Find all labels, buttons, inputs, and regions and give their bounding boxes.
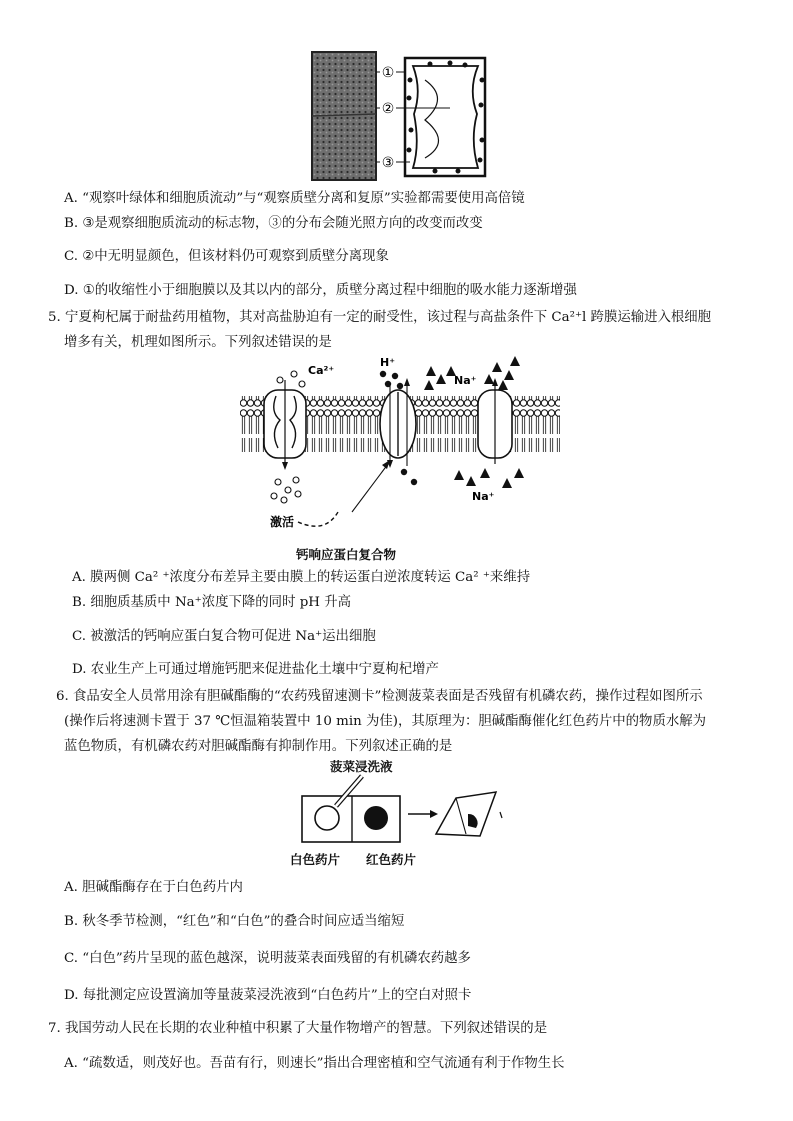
q6-option-c: C. “白色”药片呈现的蓝色越深，说明菠菜表面残留的有机磷农药越多	[64, 951, 471, 966]
white-tablet-label: 白色药片	[290, 852, 341, 867]
q7-stem: 7. 我国劳动人民在长期的农业种植中积累了大量作物增产的智慧。下列叙述错误的是	[48, 1021, 548, 1036]
q6-option-d: D. 每批测定应设置滴加等量菠菜浸洗液到“白色药片”上的空白对照卡	[64, 988, 472, 1003]
cell-figure	[310, 50, 495, 182]
na-label-top: Na⁺	[454, 374, 477, 387]
activate-label: 激活	[270, 515, 295, 529]
q5-stem-line1: 5. 宁夏枸杞属于耐盐药用植物，其对高盐胁迫有一定的耐受性，该过程与高盐条件下 Ca²⁺l 跨膜运输进入根细胞	[48, 310, 712, 325]
h-label: H⁺	[380, 356, 396, 369]
q6-option-b: B. 秋冬季节检测，“红色”和“白色”的叠合时间应适当缩短	[64, 914, 405, 929]
q4-option-b: B. ③是观察细胞质流动的标志物，③的分布会随光照方向的改变而改变	[64, 216, 483, 231]
white-tablet	[315, 806, 339, 830]
q6-option-a: A. 胆碱酯酶存在于白色药片内	[64, 880, 243, 895]
membrane-figure	[240, 352, 560, 538]
q6-stem-line3: 蓝色物质，有机磷农药对胆碱酯酶有抑制作用。下列叙述正确的是	[64, 739, 453, 754]
ca-label: Ca²⁺	[308, 364, 335, 377]
q5-option-c: C. 被激活的钙响应蛋白复合物可促进 Na⁺运出细胞	[72, 629, 376, 644]
q5-option-d: D. 农业生产上可通过增施钙肥来促进盐化土壤中宁夏枸杞增产	[72, 662, 439, 677]
q5-stem-line2: 增多有关，机理如图所示。下列叙述错误的是	[64, 335, 332, 350]
q6-stem-line2: (操作后将速测卡置于 37 ℃恒温箱装置中 10 min 为佳)，其原理为：胆碱酯酶催化红色药片中的物质水解为	[64, 714, 707, 729]
q4-option-d: D. ①的收缩性小于细胞膜以及其以内的部分，质壁分离过程中细胞的吸水能力逐渐增强	[64, 283, 577, 298]
q5-option-a: A. 膜两侧 Ca² ⁺浓度分布差异主要由膜上的转运蛋白逆浓度转运 Ca² ⁺来维持	[72, 570, 531, 585]
q6-stem-line1: 6. 食品安全人员常用涂有胆碱酯酶的“农药残留速测卡”检测菠菜表面是否残留有机磷农药，操作过程如图所示	[56, 689, 703, 704]
figure-caption: 钙响应蛋白复合物	[296, 547, 397, 562]
spinach-wash-label: 菠菜浸洗液	[330, 759, 393, 774]
na-label-bottom: Na⁺	[472, 490, 495, 503]
label-3: ③	[381, 155, 395, 171]
red-tablet-label: 红色药片	[366, 852, 417, 867]
q4-option-a: A. “观察叶绿体和细胞质流动”与“观察质壁分离和复原”实验都需要使用高倍镜	[64, 191, 525, 206]
label-1: ①	[381, 65, 395, 81]
test-card-figure	[296, 770, 506, 848]
label-2: ②	[381, 101, 395, 117]
q4-option-c: C. ②中无明显颜色，但该材料仍可观察到质壁分离现象	[64, 249, 389, 264]
red-tablet	[364, 806, 388, 830]
q7-option-a: A. “疏数适，则茂好也。吾苗有行，则速长”指出合理密植和空气流通有利于作物生长	[64, 1056, 565, 1071]
q5-option-b: B. 细胞质基质中 Na⁺浓度下降的同时 pH 升高	[72, 595, 351, 610]
